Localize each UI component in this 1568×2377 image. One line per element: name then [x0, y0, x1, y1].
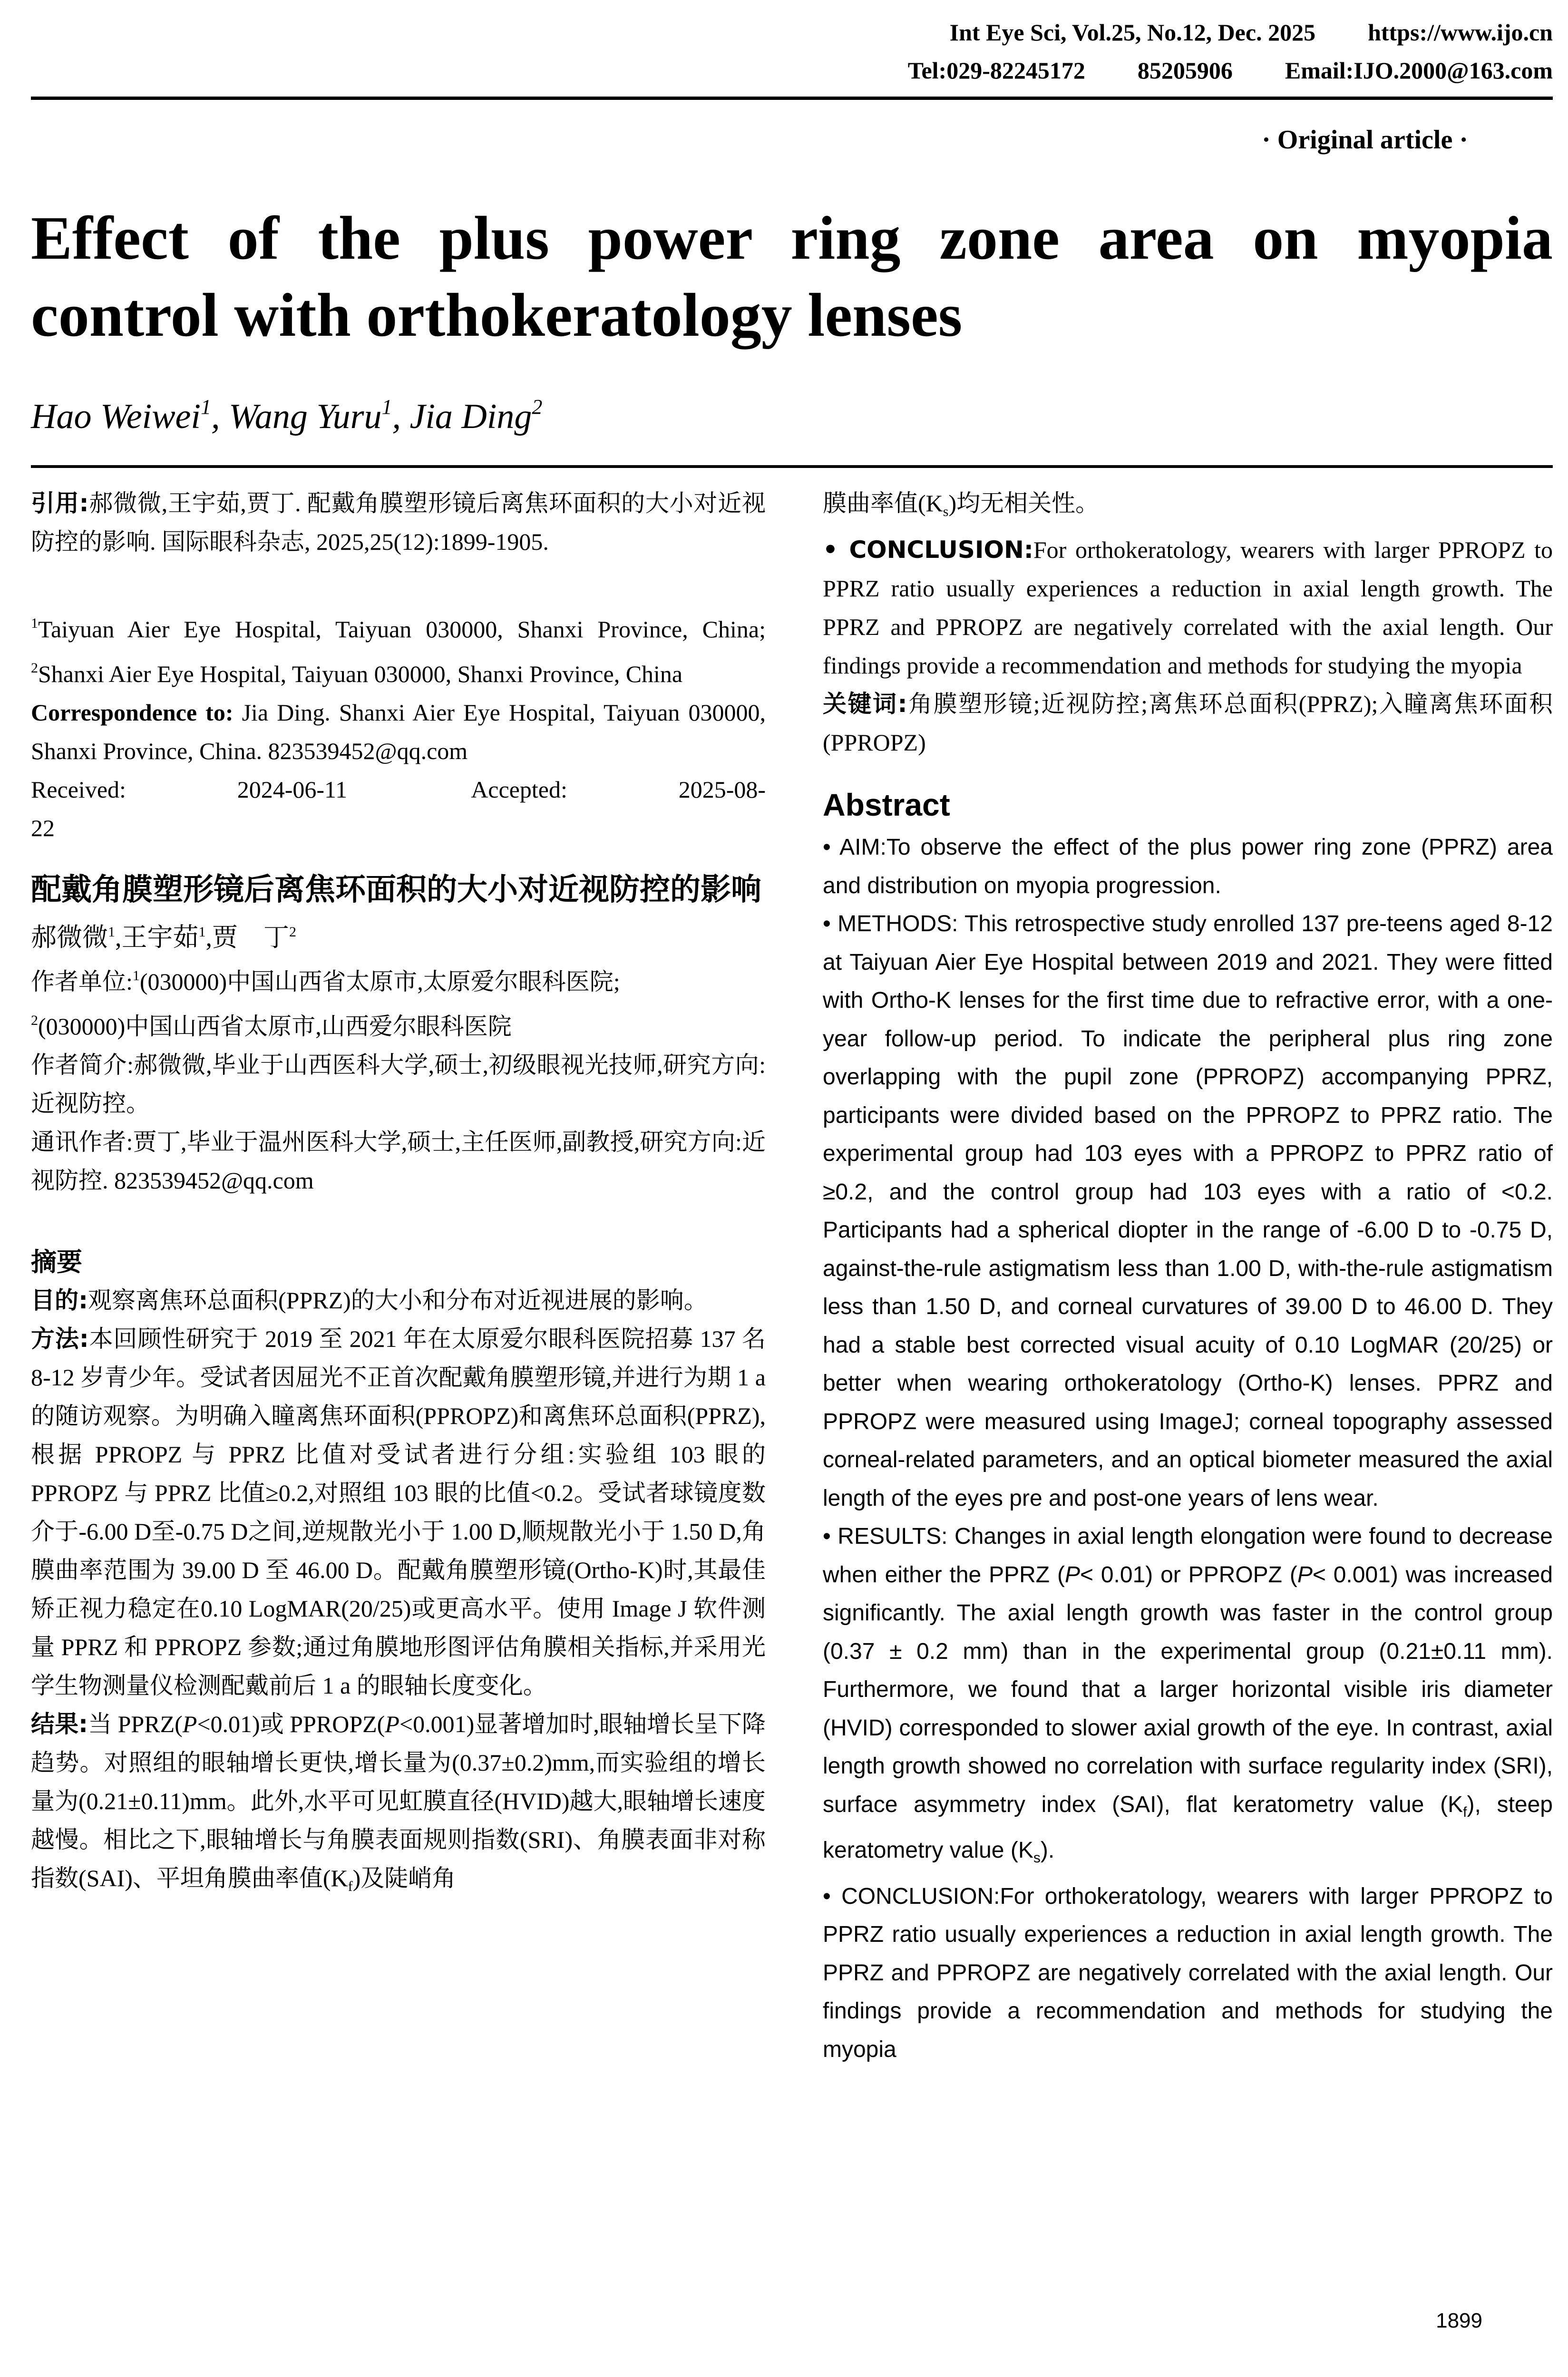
page-number: 1899	[1436, 2309, 1482, 2332]
journal-info-line	[950, 18, 1553, 47]
cn-results-text: )及陡峭角	[352, 1865, 456, 1891]
unit-2: (030000)中国山西省太原市,山西爱尔眼科医院	[38, 1013, 512, 1040]
en-results	[823, 1518, 1553, 1878]
cn-results-label: 结果:	[31, 1710, 88, 1738]
article-title-line1: Effect of the plus power ring zone area on myopia	[31, 204, 1553, 273]
cn-aim-text: 观察离焦环总面积(PPRZ)的大小和分布对近视进展的影响。	[88, 1287, 708, 1314]
abstract-heading: Abstract	[823, 787, 950, 822]
en-methods	[823, 905, 1553, 1518]
affiliation-2: Shanxi Aier Eye Hospital, Taiyuan 030000, Shanxi Province, China	[38, 661, 683, 687]
journal-tel2: 85205906	[1137, 57, 1233, 84]
en-conclusion-text: For orthokeratology, wearers with larger PPROPZ to PPRZ ratio usually experiences a reduction in axial length growth. The PPRZ and PPROPZ are negatively correlated with the axial length. Our findings provide a recommendation and methods for studying the myopia	[823, 1883, 1553, 2062]
en-aim	[823, 828, 1553, 905]
affiliation-1: Taiyuan Aier Eye Hospital, Taiyuan 030000, Shanxi Province, China;	[38, 616, 766, 643]
en-methods-label: • METHODS:	[823, 911, 958, 936]
cn-keywords-label: 关键词:	[823, 690, 907, 718]
journal-url[interactable]: https://www.ijo.cn	[1368, 19, 1553, 46]
cn-keywords-text: 角膜塑形镜;近视防控;离焦环总面积(PPRZ);入瞳离焦环面积(PPROPZ)	[823, 691, 1553, 756]
cn-keywords	[823, 685, 1553, 762]
unit-1: (030000)中国山西省太原市,太原爱尔眼科医院;	[139, 968, 620, 995]
cn-author-affiliation-mark: 1	[198, 924, 206, 940]
p-value-symbol: P	[1297, 1562, 1313, 1588]
cn-author-name: 郝微微	[31, 923, 108, 952]
unit-mark: 1	[132, 968, 140, 984]
cn-aim-label: 目的:	[31, 1286, 88, 1314]
received-date	[31, 776, 409, 803]
journal-citation: Int Eye Sci, Vol.25, No.12, Dec. 2025	[949, 19, 1316, 46]
subscript: s	[1033, 1850, 1041, 1866]
dates	[31, 770, 766, 848]
p-value-symbol: P	[385, 1711, 399, 1737]
cn-author-name: 贾 丁	[212, 923, 289, 952]
subscript: f	[1463, 1804, 1467, 1820]
cn-conclusion-text: For orthokeratology, wearers with larger PPROPZ to PPRZ ratio usually experiences a reduction in axial length growth. The PPRZ and PPROPZ are negatively correlated with the axial length. Our findings provide a recommendation and methods for studying the myopia	[823, 536, 1553, 679]
journal-tel: Tel:029-82245172	[907, 57, 1085, 84]
author-name: Jia Ding	[409, 397, 532, 436]
cn-conclusion-label: • CONCLUSION:	[823, 536, 1033, 564]
author-affiliation-mark: 1	[200, 395, 211, 419]
header-rule	[31, 97, 1553, 100]
en-results-text: ).	[1040, 1838, 1055, 1863]
article-title-line2: control with orthokeratology lenses	[31, 281, 963, 350]
cn-results-continued	[823, 484, 1553, 531]
affiliation-mark: 2	[31, 660, 38, 676]
units-label: 作者单位:	[31, 968, 133, 995]
author-list	[31, 395, 542, 437]
author-units	[31, 956, 766, 1046]
cn-results-text: <0.01)或 PPROPZ(	[197, 1711, 385, 1737]
en-methods-text: This retrospective study enrolled 137 pre-teens aged 8-12 at Taiyuan Aier Eye Hospital between 2019 and 2021. They were fitted with Ortho-K lenses for the first time due to refractive error, with a one-year follow-up period. To indicate the peripheral plus ring zone overlapping with the pupil zone (PPROPZ) accompanying PPRZ, participants were divided based on the PPROPZ to PPRZ ratio. The experimental group had 103 eyes with a PPROPZ to PPRZ ratio of ≥0.2, and the control group had 103 eyes with a ratio of <0.2. Participants had a spherical diopter in the range of -6.00 D to -0.75 D, against-the-rule astigmatism less than 1.00 D, with-the-rule astigmatism less than 1.50 D, and corneal curvatures of 39.00 D to 46.00 D. They had a stable best corrected visual acuity of 0.10 LogMAR (20/25) or better when wearing orthokeratology (Ortho-K) lenses. PPRZ and PPROPZ were measured using ImageJ; corneal topography assessed corneal-related parameters, and an optical biometer measured the axial length of the eyes pre and post-one years of lens wear.	[823, 911, 1553, 1511]
cn-author-affiliation-mark: 1	[108, 924, 115, 940]
en-conclusion-label: • CONCLUSION:	[823, 1883, 1000, 1909]
cn-results-text: 当 PPRZ(	[88, 1711, 183, 1737]
affiliations	[31, 604, 766, 693]
author-separator: ,	[392, 397, 410, 436]
article-title	[31, 200, 1553, 354]
en-results-text: Changes in axial length elongation were found to decrease when either the PPRZ (	[823, 1524, 1553, 1588]
chinese-title: 配戴角膜塑形镜后离焦环面积的大小对近视防控的影响	[31, 872, 761, 907]
affiliation-mark: 1	[31, 615, 38, 631]
p-value-symbol: P	[182, 1711, 197, 1737]
cn-author-separator: ,	[115, 923, 122, 952]
journal-contact-line	[908, 56, 1553, 85]
author-separator: ,	[211, 397, 229, 436]
author-name: Wang Yuru	[228, 397, 382, 436]
author-bio: 作者简介:郝微微,毕业于山西医科大学,硕士,初级眼视光技师,研究方向:近视防控。	[31, 1052, 766, 1117]
correspondence-label: Correspondence to:	[31, 699, 234, 726]
p-value-symbol: P	[1064, 1562, 1080, 1588]
citation-label: 引用:	[31, 489, 89, 517]
cn-author-name: 王宇茹	[121, 923, 199, 952]
cn-results-text: <0.001)显著增加时,眼轴增长呈下降趋势。对照组的眼轴增长更快,增长量为(0.37±0.2)mm,而实验组的增长量为(0.21±0.11)mm。此外,水平可见虹膜直径(HVID)越大,眼轴增长速度越慢。相比之下,眼轴增长与角膜表面规则指数(SRI)、角膜表面非对称指数(SAI)、平坦角膜曲率值(K	[31, 1711, 766, 1891]
subscript: f	[348, 1879, 353, 1894]
cn-methods-text: 本回顾性研究于 2019 至 2021 年在太原爱尔眼科医院招募 137 名 8-12 岁青少年。受试者因屈光不正首次配戴角膜塑形镜,并进行为期 1 a 的随访观察。为明确入瞳离焦环面积(PPROPZ)和离焦环总面积(PPRZ),根据 PPROPZ 与 PPRZ 比值对受试者进行分组:实验组 103 眼的 PPROPZ 与 PPRZ 比值≥0.2,对照组 103 眼的比值<0.2。受试者球镜度数介于-6.00 D至-0.75 D之间,逆规散光小于 1.00 D,顺规散光小于 1.50 D,角膜曲率范围为 39.00 D 至 46.00 D。配戴角膜塑形镜(Ortho-K)时,其最佳矫正视力稳定在0.10 LogMAR(20/25)或更高水平。使用 Image J 软件测量 PPRZ 和 PPROPZ 参数;通过角膜地形图评估角膜相关指标,并采用光学生物测量仪检测配戴前后 1 a 的眼轴长度变化。	[31, 1325, 766, 1699]
cn-results	[31, 1705, 766, 1906]
right-column	[823, 484, 1553, 2069]
section-tag: · Original article ·	[1262, 125, 1468, 155]
correspondence-text: Jia Ding. Shanxi Aier Eye Hospital, Taiyuan 030000, Shanxi Province, China. 823539452@qq.com	[31, 699, 766, 764]
author-name: Hao Weiwei	[31, 397, 201, 436]
cn-methods-label: 方法:	[31, 1325, 89, 1353]
en-results-text: < 0.001) was increased significantly. The axial length growth was faster in the control group (0.37 ± 0.2 mm) than in the experimental group (0.21±0.11 mm). Furthermore, we found that a larger horizontal visible iris diameter (HVID) corresponded to slower axial growth of the eye. In contrast, axial length growth showed no correlation with surface regularity index (SRI), surface asymmetry index (SAI), flat keratometry value (K	[823, 1562, 1553, 1817]
correspondence	[31, 693, 766, 770]
left-column	[31, 484, 766, 1906]
cn-author-separator: ,	[205, 923, 212, 952]
author-affiliation-mark: 1	[381, 395, 392, 419]
accepted-value: 2025-08-22	[31, 776, 766, 841]
en-results-label: • RESULTS:	[823, 1524, 948, 1549]
title-rule	[31, 465, 1553, 468]
chinese-abstract-heading: 摘要	[31, 1247, 82, 1277]
received-value: 2024-06-11	[237, 776, 348, 803]
cn-results-text: 膜曲率值(K	[823, 490, 943, 516]
cn-conclusion	[823, 531, 1553, 685]
en-results-text: < 0.01) or PPROPZ (	[1080, 1562, 1297, 1588]
cn-aim	[31, 1281, 766, 1320]
en-conclusion	[823, 1878, 1553, 2069]
subscript: s	[943, 504, 949, 519]
chinese-author-list	[31, 913, 766, 956]
author-affiliation-mark: 2	[532, 395, 543, 419]
accepted-label: Accepted:	[471, 776, 567, 803]
journal-email[interactable]: Email:IJO.2000@163.com	[1285, 57, 1553, 84]
en-results-text: ), steep keratometry value (K	[823, 1792, 1553, 1863]
cn-author-affiliation-mark: 2	[289, 924, 296, 940]
cn-results-text: )均无相关性。	[948, 490, 1100, 516]
corresponding-author: 通讯作者:贾丁,毕业于温州医科大学,硕士,主任医师,副教授,研究方向:近视防控. 823539452@qq.com	[31, 1129, 766, 1194]
cn-methods	[31, 1320, 766, 1705]
unit-mark: 2	[31, 1013, 38, 1028]
en-aim-label: • AIM:	[823, 835, 886, 860]
received-label: Received:	[31, 776, 126, 803]
en-aim-text: To observe the effect of the plus power ring zone (PPRZ) area and distribution on myopia progression.	[823, 835, 1553, 898]
citation	[31, 484, 766, 561]
citation-text: 郝微微,王宇茹,贾丁. 配戴角膜塑形镜后离焦环面积的大小对近视防控的影响. 国际眼科杂志, 2025,25(12):1899-1905.	[31, 490, 766, 555]
